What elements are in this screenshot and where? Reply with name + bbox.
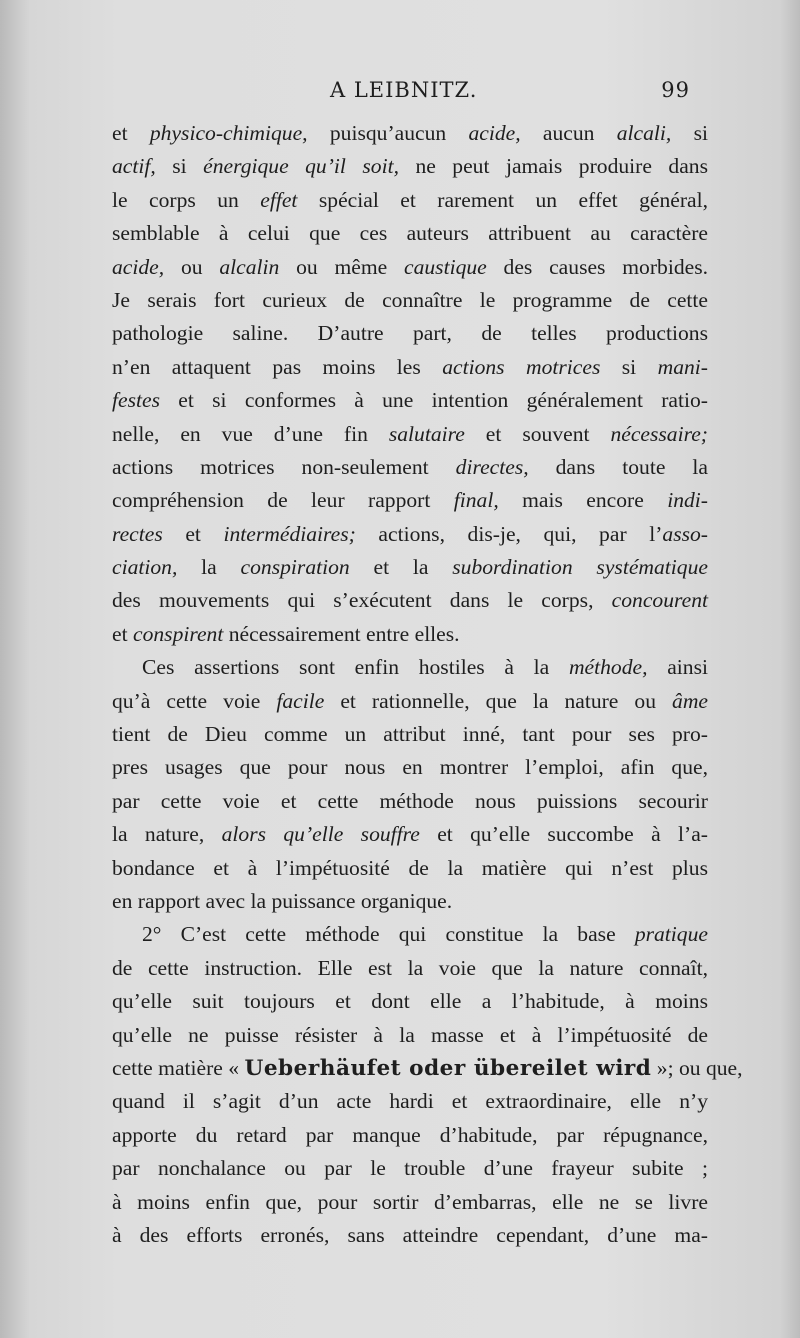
text-line: cette matière « Ueberhäufet oder übereilet wird »; ou que, (112, 1055, 743, 1081)
text-line: qu’elle suit toujours et dont elle a l’habitude, à moins (112, 989, 708, 1014)
text-line: actions motrices non-seulement directes, dans toute la (112, 454, 708, 479)
text-line: acide, ou alcalin ou même caustique des causes morbides. (112, 254, 708, 279)
german-quote: Ueberhäufet oder übereilet wird (244, 1055, 652, 1081)
text-line: n’en attaquent pas moins les actions motrices si mani- (112, 354, 708, 379)
text-line: et physico-chimique, puisqu’aucun acide, aucun alcali, si (112, 121, 709, 145)
text-line: rectes et intermédiaires; actions, dis-je, qui, par l’asso- (112, 521, 708, 546)
text-line: apporte du retard par manque d’habitude, par répugnance, (112, 1122, 708, 1147)
text-line: tient de Dieu comme un attribut inné, tant pour ses pro- (112, 722, 708, 747)
text-line: Ces assertions sont enfin hostiles à la méthode, ainsi (142, 655, 708, 680)
text-line: de cette instruction. Elle est la voie que la nature connaît, (112, 955, 708, 980)
text-line: à moins enfin que, pour sortir d’embarras, elle ne se livre (112, 1189, 708, 1214)
text-line: qu’à cette voie facile et rationnelle, que la nature ou âme (112, 688, 708, 713)
text-line: pathologie saline. D’autre part, de telles productions (112, 321, 708, 346)
text-line: 2° C’est cette méthode qui constitue la base pratique (142, 922, 708, 947)
text-line: par cette voie et cette méthode nous puissions secourir (112, 788, 708, 813)
text-line: qu’elle ne puisse résister à la masse et à l’impétuosité de (112, 1022, 708, 1047)
text-line: la nature, alors qu’elle souffre et qu’elle succombe à l’a- (112, 822, 709, 847)
text-line: le corps un effet spécial et rarement un effet général, (112, 187, 708, 212)
text-line: compréhension de leur rapport final, mais encore indi- (112, 488, 708, 513)
text-line: à des efforts erronés, sans atteindre cependant, d’une ma- (112, 1222, 708, 1247)
text-line: en rapport avec la puissance organique. (112, 888, 453, 913)
text-line: quand il s’agit d’un acte hardi et extraordinaire, elle n’y (112, 1089, 708, 1114)
text-line: pres usages que pour nous en montrer l’emploi, afin que, (112, 755, 708, 780)
text-line: et conspirent nécessairement entre elles. (112, 621, 460, 646)
text-line: des mouvements qui s’exécutent dans le corps, concourent (112, 588, 708, 613)
text-line: semblable à celui que ces auteurs attribuent au caractère (112, 221, 708, 246)
text-line: actif, si énergique qu’il soit, ne peut jamais produire dans (112, 154, 708, 179)
text-line: bondance et à l’impétuosité de la matière qui n’est plus (112, 855, 708, 880)
text-line: ciation, la conspiration et la subordination systématique (112, 555, 708, 580)
running-header (110, 78, 690, 112)
text-line: par nonchalance ou par le trouble d’une frayeur subite ; (112, 1156, 708, 1181)
running-title: A LEIBNITZ. (330, 78, 478, 102)
text-line: Je serais fort curieux de connaître le programme de cette (112, 287, 708, 312)
text-line: nelle, en vue d’une fin salutaire et souvent nécessaire; (112, 421, 708, 446)
body-text (112, 117, 743, 1252)
page-number: 99 (661, 78, 690, 102)
text-line: festes et si conformes à une intention généralement ratio- (112, 388, 708, 413)
